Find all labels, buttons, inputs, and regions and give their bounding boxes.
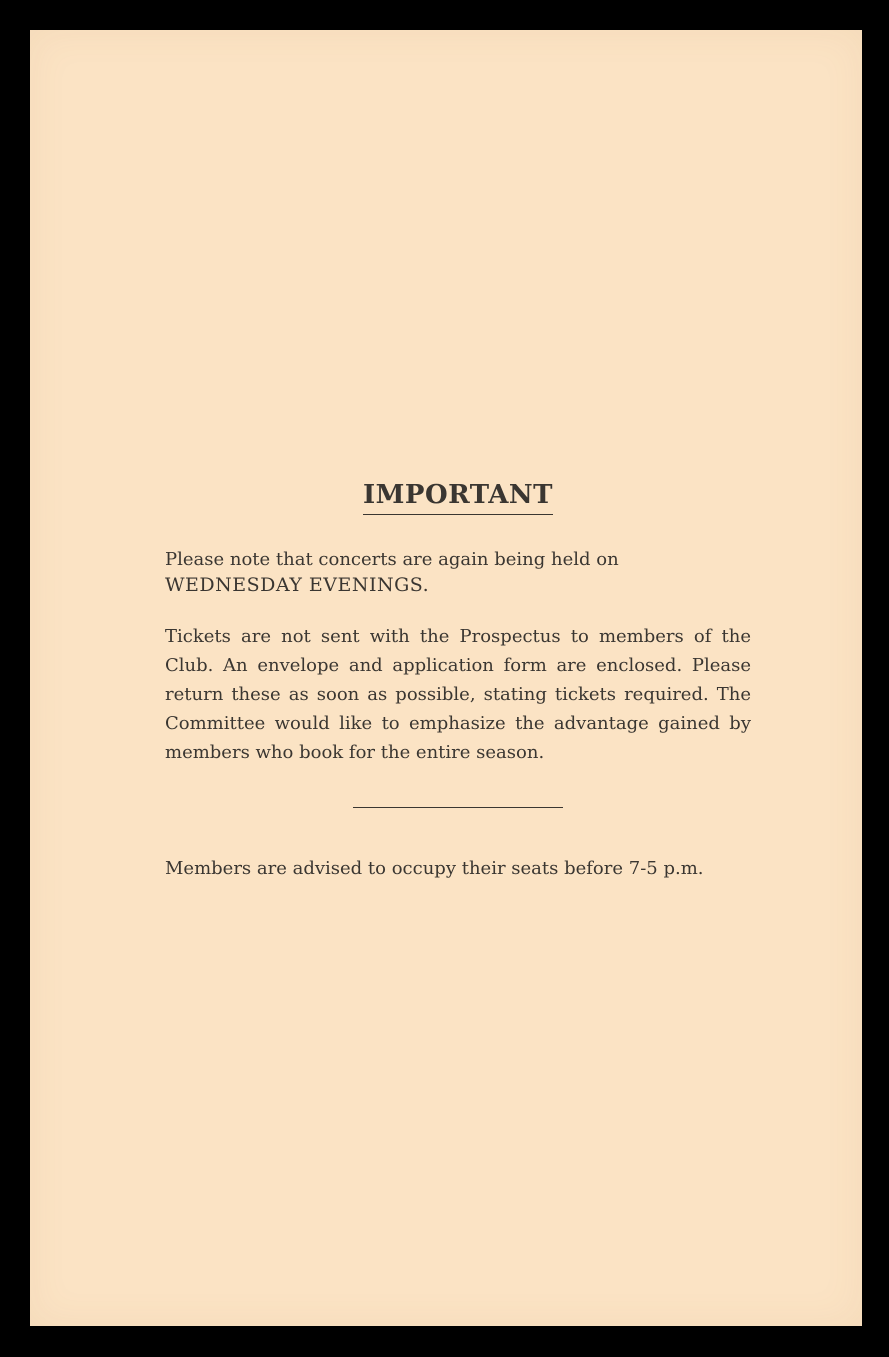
schedule-emphasis: WEDNESDAY EVENINGS. [165, 574, 430, 596]
notice-content [165, 480, 751, 883]
schedule-text: Please note that concerts are again being held on [165, 549, 619, 570]
heading-text: IMPORTANT [363, 480, 553, 515]
seating-note: Members are advised to occupy their seats before 7-5 p.m. [165, 858, 704, 879]
tickets-paragraph: Tickets are not sent with the Prospectus to members of the Club. An envelope and application form are enclosed. Please return these as soon as possible, stating tickets required. The Committee would like to emphasize the advantage gained by members who book for the entire season. [165, 626, 751, 763]
notice-sheet [30, 30, 862, 1326]
concert-schedule-paragraph [165, 545, 751, 600]
divider-rule [353, 807, 563, 808]
notice-heading [165, 480, 751, 515]
